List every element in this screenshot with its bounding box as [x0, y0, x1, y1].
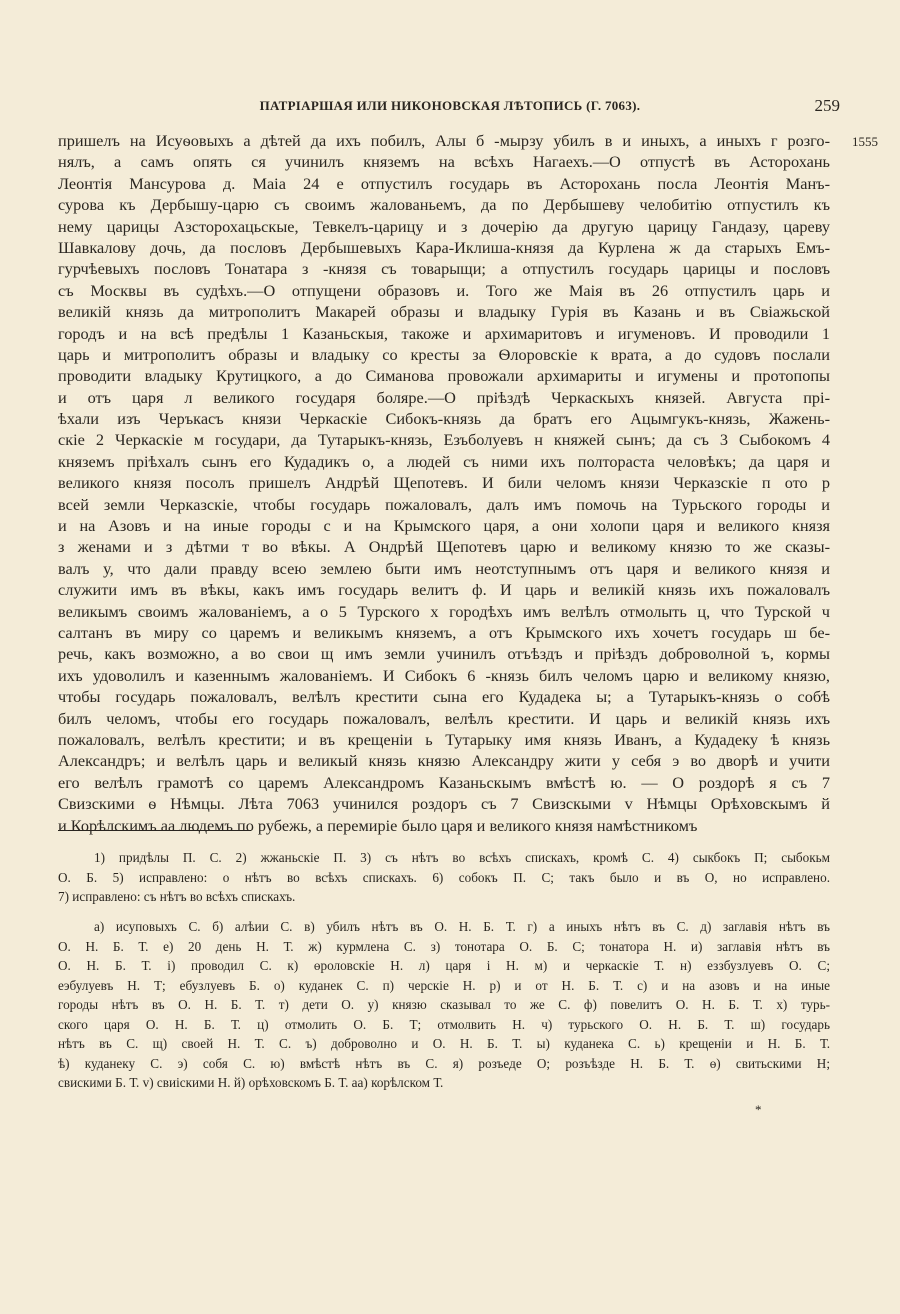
text-line: билъ челомъ, чтобы его государь пожаловалъ, велѣлъ крестити. И царь и великій князь ихъ [58, 708, 830, 728]
text-line: з женами и з дѣтми т во вѣкы. А Ондрѣй Щепотевъ царю и великому князю то же сказы- [58, 537, 830, 557]
footnote-line: 7) исправлено: съ нѣтъ во всѣхъ спискахъ. [58, 889, 296, 904]
text-line: княземъ пріѣхалъ сынъ его Кудадикъ о, а людей съ ними ихъ полтораста человѣкъ; да царя и [58, 451, 830, 471]
running-title: ПАТРІАРШАЯ ИЛИ НИКОНОВСКАЯ ЛѢТОПИСЬ (Г. 7063). [259, 98, 641, 113]
text-line: пожаловалъ, велѣлъ крестити; и въ крещеніи ь Тутарыку имя князь Иванъ, а Кудадеку ѣ князь [58, 729, 830, 749]
chronicle-text [58, 130, 830, 836]
variant-note-line: городы нѣтъ въ О. Н. Б. Т. т) дети О. у) князю сказывал то же С. ф) повелитъ О. Н. Б. Т. х) турь- [58, 997, 830, 1012]
text-line: великого князя посолъ пришелъ Андрѣй Щепотевъ. И били челомъ князи Черказскіе п ото р [58, 473, 830, 493]
text-line: Свизскими ѳ Нѣмцы. Лѣта 7063 учинился роздоръ съ 7 Свизскыми v Нѣмцы Орѣховскымъ й [58, 794, 830, 814]
numbered-footnotes [58, 848, 830, 907]
variant-note-line: а) исуповыхъ С. б) алѣии С. в) убилъ нѣтъ въ О. Н. Б. Т. г) а иныхъ нѣтъ въ С. д) заглавія нѣтъ въ [94, 919, 830, 934]
text-line: Александръ; и велѣлъ царь и великый князь князю Александру жити у себя э во дворѣ и учити [58, 751, 830, 771]
text-line: съ Москвы въ судѣхъ.—О отпущени образовъ и. Того же Маія въ 26 отпустилъ царь и [58, 280, 830, 300]
variant-note-line: нѣтъ въ С. щ) своей Н. Т. С. ъ) доброволно и О. Н. Б. Т. ы) куданека С. ь) крещеніи и Н. Б. Т. [58, 1036, 830, 1051]
variant-note-line: ского царя О. Н. Б. Т. ц) отмолить О. Б. Т; отмолвить Н. ч) турьского О. Н. Б. Т. ш) государь [58, 1016, 830, 1032]
text-line: городъ и на всѣ предѣлы 1 Казаньскыя, такоже и архимаритовъ и игуменовъ. И проводили 1 [58, 323, 830, 343]
text-line: и Корѣлскимъ аа людемъ по рубежь, а перемиріе было царя и великого князя намѣстникомъ [58, 815, 698, 835]
text-line: гурчѣевыхъ пословъ Тонатара з -князя съ товарыщи; а отпустилъ государь царицы и пословъ [58, 259, 830, 279]
lettered-variant-notes [58, 917, 830, 1093]
text-line: речь, какъ возможно, а во свои щ имъ земли учинилъ отъѣздъ и пріѣздъ доброволной ъ, кормы [58, 644, 830, 664]
variant-note-line: еэбулуевъ Н. Т; ебузлуевъ Б. о) куданек С. п) черскіе Н. р) и от Н. Б. Т. с) и на азовъ и на иные [58, 977, 830, 993]
asterisk-mark: * [755, 1102, 762, 1117]
text-line: его велѣлъ грамотѣ со царемъ Александромъ Казаньскымъ вмѣстѣ ю. — О роздорѣ я съ 7 [58, 772, 830, 792]
variant-note-line: свискими Б. Т. v) свиіскими Н. й) орѣховскомъ Б. Т. аа) корѣлском Т. [58, 1075, 444, 1090]
text-line: Леонтія Мансурова д. Маіа 24 е отпустилъ государь въ Асторохань посла Леонтія Манъ- [58, 173, 830, 193]
variant-note-line: ѣ) куданеку С. э) собя С. ю) вмѣстѣ нѣтъ въ С. я) розъеде О; розъѣзде Н. Б. Т. ѳ) свитьскими Н; [58, 1055, 830, 1071]
footnote-line: О. Б. 5) исправлено: о нѣтъ во всѣхъ спискахъ. 6) собокъ П. С; такъ было и въ О, но исправлено. [58, 869, 830, 885]
variant-note-line: О. Н. Б. Т. і) проводил С. к) ѳроловскіе Н. л) царя і Н. м) и черкаскіе Т. н) еззбузлуевъ О. С; [58, 958, 830, 973]
text-line: и отъ царя л великого государя боляре.—О пріѣздѣ Черкаскыхъ князей. Августа прі- [58, 387, 830, 407]
text-line: скіе 2 Черкаскіе м государи, да Тутарыкъ-князь, Езъболуевъ н княжей сынъ; да съ 3 Сыбокомъ 4 [58, 430, 830, 450]
text-line: чтобы государь пожаловалъ, велѣлъ крестити сына его Кудадека ы; а Тутарыкъ-князь о собѣ [58, 687, 830, 707]
page-number: 259 [814, 96, 840, 115]
text-line: ихъ удоволилъ и казеннымъ жалованіемъ. И Сибокъ 6 -князь билъ челомъ царю и великому князю, [58, 665, 830, 685]
text-line: сурова къ Дербышу-царю съ своимъ жалованьемъ, да по Дербышеву челобитію отпустилъ къ [58, 195, 830, 215]
page-header [60, 98, 840, 120]
text-line: великій князь да митрополитъ Макарей образы и владыку Гурія въ Казань и въ Свіажьской [58, 302, 830, 322]
text-line: великымъ своимъ жалованіемъ, а о 5 Турского х городѣхъ имъ велѣлъ отмолыть ц, что Турской ч [58, 601, 830, 621]
year-margin-note: 1555 [852, 134, 878, 149]
text-line: нялъ, а самъ опять ся учинилъ княземъ на всѣхъ Нагаехъ.—О отпустѣ въ Асторохань [58, 152, 830, 172]
text-line: пришелъ на Исуѳовыхъ а дѣтей да ихъ побилъ, Алы б -мырзу убилъ в и иныхъ, а иныхъ г розго- [58, 131, 830, 150]
footnote-line: 1) придѣлы П. С. 2) жжаньскіе П. 3) съ нѣтъ во всѣхъ спискахъ, кромѣ С. 4) сыкбокъ П; сыбокьм [94, 850, 830, 865]
text-line: проводити владыку Крутицкого, а до Симанова провожали архимариты и игумены и протопопы [58, 366, 830, 386]
text-line: служити имъ въ вѣкы, какъ имъ государь велитъ ф. И царь и великій князь ихъ пожаловалъ [58, 580, 830, 600]
text-line: салтанъ въ миру со царемъ и великымъ княземъ, а отъ Крымского ихъ хочетъ государь ш бе- [58, 622, 830, 642]
footnote-divider [58, 830, 251, 831]
text-line: ѣхали изъ Черъкасъ князи Черкаскіе Сибокъ-князь да братъ его Ацымгукъ-князь, Жажень- [58, 409, 830, 429]
text-line: царь и митрополитъ образы и владыку со кресты за Ѳлоровскіе к врата, а до судовъ послали [58, 344, 830, 364]
text-line: и на Азовъ и на иные городы с и на Крымского царя, а они холопи царя и великого князя [58, 516, 830, 536]
text-line: всей земли Черказскіе, чтобы государь пожаловалъ, далъ имъ помочь на Турьского городы и [58, 494, 830, 514]
variant-note-line: О. Н. Б. Т. е) 20 день Н. Т. ж) курмлена С. з) тонотара О. Б. С; тонатора Н. и) заглавія нѣтъ въ [58, 938, 830, 954]
text-line: нему царицы Азсторохацьскые, Тевкелъ-царицу и з дочерію да другую царицу Гандазу, цареву [58, 216, 830, 236]
text-line: Шавкалову дочь, да пословъ Дербышевыхъ Кара-Иклиша-князя да Курлена ж да старыхъ Емъ- [58, 237, 830, 257]
text-line: валъ у, что дали правду всею землею быти имъ неотступнымъ отъ царя и великого князя и [58, 558, 830, 578]
